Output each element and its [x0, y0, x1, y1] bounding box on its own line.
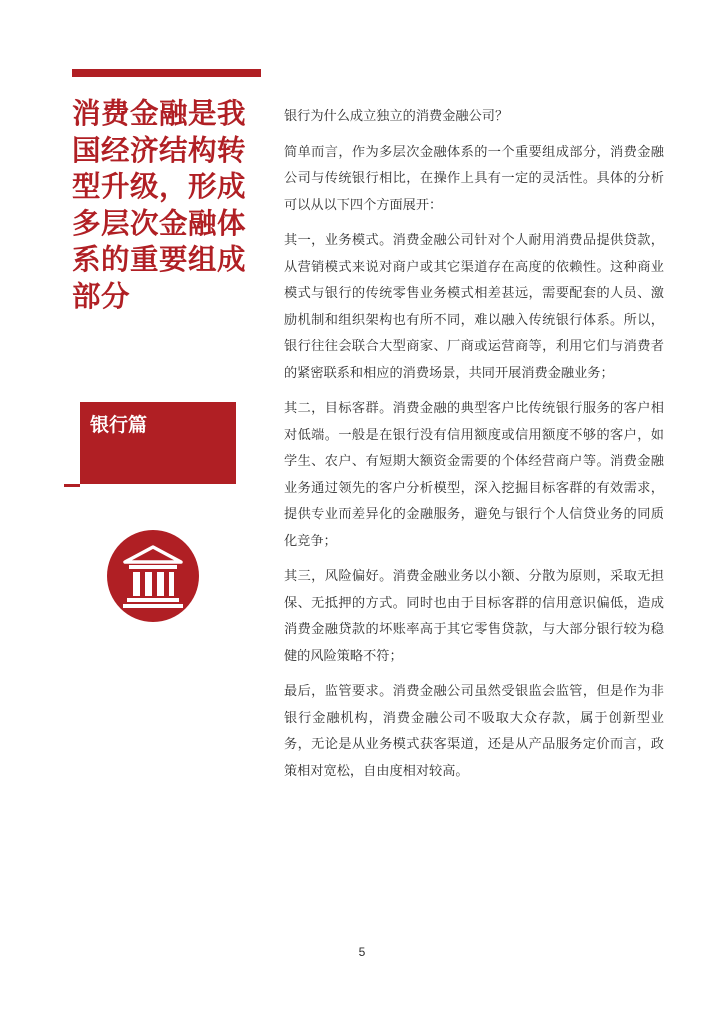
headline-line: 型升级，形成 — [72, 170, 247, 203]
section-label: 银行篇 — [90, 414, 148, 436]
headline-line: 消费金融是我 — [72, 97, 247, 130]
top-accent-rule — [72, 69, 261, 77]
paragraph: 其三，风险偏好。消费金融业务以小额、分散为原则，采取无担保、无抵押的方式。同时也由于目标客群的信用意识偏低，造成消费金融贷款的坏账率高于其它零售贷款，与大部分银行较为稳健的风险策略不符； — [284, 569, 664, 664]
paragraph: 简单而言，作为多层次金融体系的一个重要组成部分，消费金融公司与传统银行相比，在操作上具有一定的灵活性。具体的分析可以从以下四个方面展开： — [284, 144, 664, 213]
headline-line: 系的重要组成 — [72, 243, 247, 276]
paragraph: 其一，业务模式。消费金融公司针对个人耐用消费品提供贷款，从营销模式来说对商户或其它渠道存在高度的依赖性。这种商业模式与银行的传统零售业务模式相差甚远，需要配套的人员、激励机制和组织架构也有所不同，难以融入传统银行体系。所以，银行往往会联合大型商家、厂商或运营商等，利用它们与消费者的紧密联系和相应的消费场景，共同开展消费金融业务； — [284, 233, 664, 381]
body-text — [284, 104, 664, 794]
section-label-box — [80, 402, 236, 484]
headline-line: 国经济结构转 — [72, 133, 247, 167]
paragraph: 最后，监管要求。消费金融公司虽然受银监会监管，但是作为非银行金融机构，消费金融公司不吸取大众存款，属于创新型业务，无论是从业务模式获客渠道，还是从产品服务定价而言，政策相对宽松，自由度相对较高。 — [284, 684, 664, 779]
page-number: 5 — [358, 945, 366, 959]
paragraph: 银行为什么成立独立的消费金融公司？ — [284, 109, 509, 124]
section-box-tick — [64, 484, 80, 487]
paragraph: 其二，目标客群。消费金融的典型客户比传统银行服务的客户相对低端。一般是在银行没有信用额度或信用额度不够的客户，如学生、农户、有短期大额资金需要的个体经营商户等。消费金融业务通过领先的客户分析模型，深入挖掘目标客群的有效需求，提供专业而差异化的金融服务，避免与银行个人信贷业务的同质化竞争； — [284, 401, 664, 549]
bank-building-icon — [107, 530, 199, 622]
headline-line: 多层次金融体 — [72, 206, 247, 240]
headline — [72, 96, 272, 315]
headline-line: 部分 — [72, 279, 131, 313]
